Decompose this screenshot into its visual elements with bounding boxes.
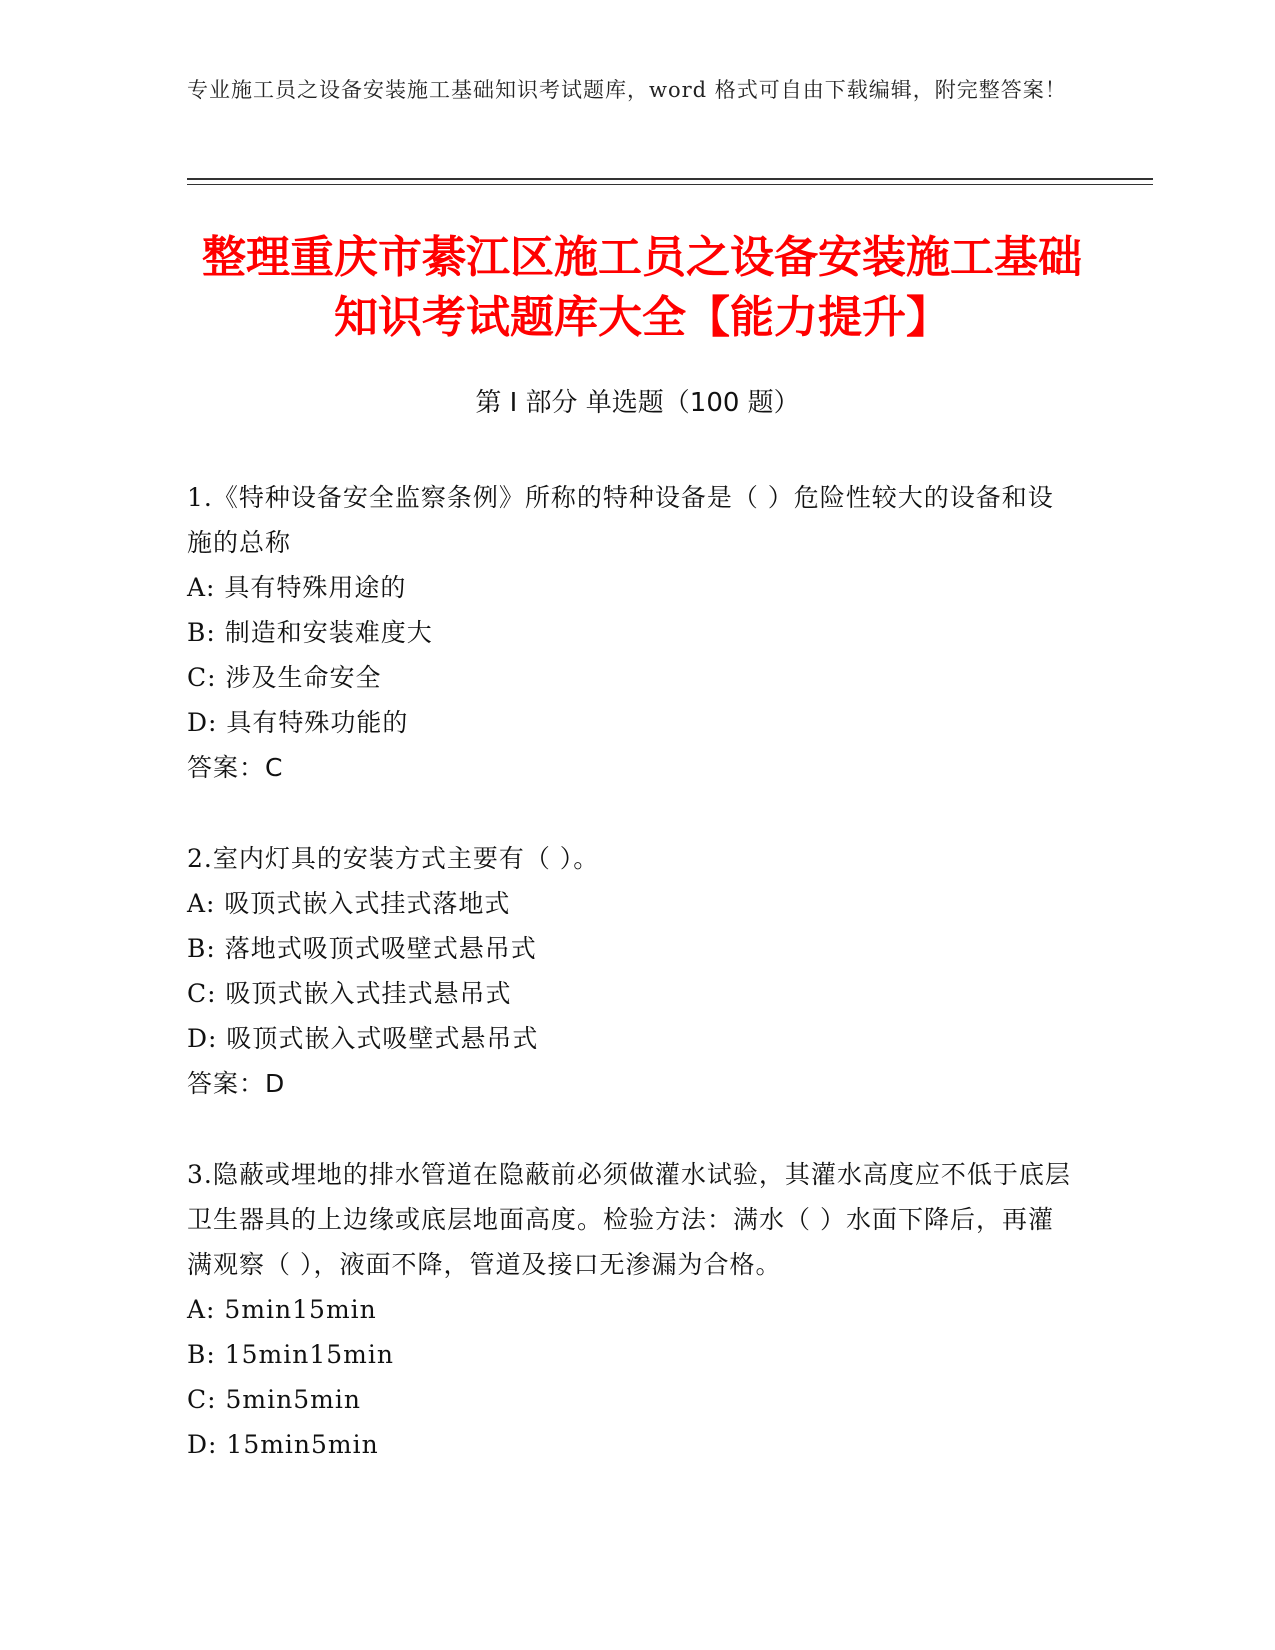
- question-stem: 2.室内灯具的安装方式主要有（ ）。: [187, 844, 600, 873]
- question-3: [187, 1152, 1077, 1467]
- option-b: B: 15min15min: [187, 1340, 394, 1369]
- document-title: 整理重庆市綦江区施工员之设备安装施工基础知识考试题库大全【能力提升】: [202, 232, 1082, 343]
- question-stem: 3.隐蔽或埋地的排水管道在隐蔽前必须做灌水试验，其灌水高度应不低于底层卫生器具的上边缘或底层地面高度。检验方法：满水（ ）水面下降后，再灌满观察（ ），液面不降，管道及接口无渗漏为合格。: [187, 1160, 1071, 1279]
- question-list: [187, 475, 1077, 1513]
- option-b: B: 制造和安装难度大: [187, 618, 433, 647]
- answer-line: 答案：C: [187, 753, 284, 782]
- header-note: 专业施工员之设备安装施工基础知识考试题库，word 格式可自由下载编辑，附完整答案！: [187, 78, 1067, 102]
- option-c: C: 涉及生命安全: [187, 663, 382, 692]
- option-a: A: 吸顶式嵌入式挂式落地式: [187, 889, 511, 918]
- question-1: [187, 475, 1077, 790]
- header-divider-thick: [187, 178, 1153, 180]
- question-2: [187, 836, 1077, 1106]
- answer-line: 答案：D: [187, 1069, 286, 1098]
- header-divider-thin: [187, 184, 1153, 185]
- option-a: A: 5min15min: [187, 1295, 377, 1324]
- option-d: D: 具有特殊功能的: [187, 708, 409, 737]
- option-d: D: 15min5min: [187, 1430, 379, 1459]
- option-a: A: 具有特殊用途的: [187, 573, 407, 602]
- section-heading: 第 I 部分 单选题（100 题）: [475, 388, 800, 418]
- question-stem: 1.《特种设备安全监察条例》所称的特种设备是（ ）危险性较大的设备和设施的总称: [187, 483, 1054, 557]
- option-c: C: 5min5min: [187, 1385, 361, 1414]
- option-d: D: 吸顶式嵌入式吸壁式悬吊式: [187, 1024, 539, 1053]
- option-b: B: 落地式吸顶式吸壁式悬吊式: [187, 934, 537, 963]
- option-c: C: 吸顶式嵌入式挂式悬吊式: [187, 979, 512, 1008]
